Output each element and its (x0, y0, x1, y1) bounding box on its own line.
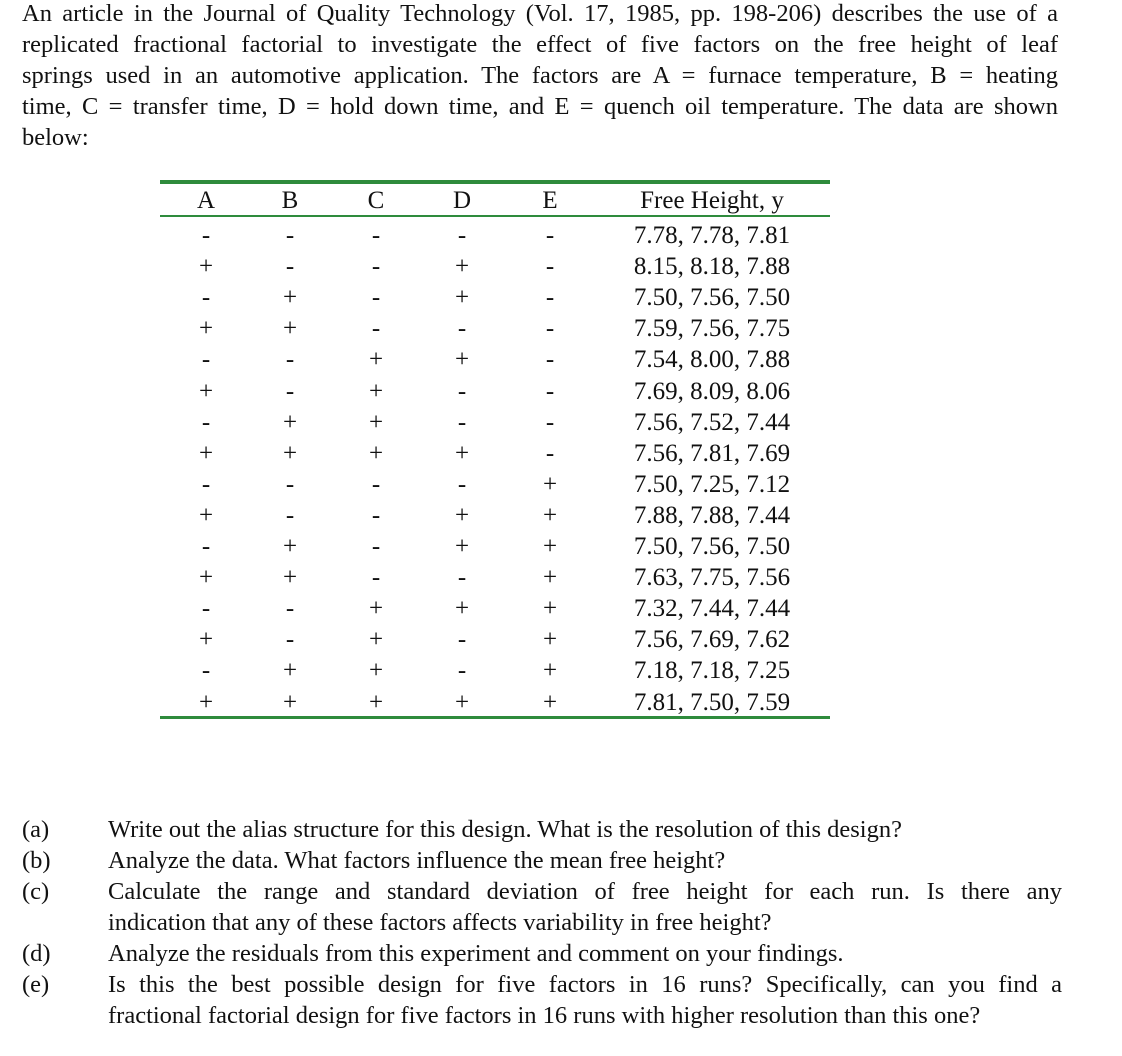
cell-free-height: 7.50, 7.56, 7.50 (633, 284, 791, 311)
cell-e: + (542, 595, 558, 622)
cell-e: + (542, 689, 558, 716)
cell-b: - (285, 471, 295, 498)
cell-a: + (198, 626, 214, 653)
cell-b: - (285, 222, 295, 249)
cell-free-height: 7.59, 7.56, 7.75 (633, 315, 791, 342)
cell-d: + (454, 346, 470, 373)
cell-a: - (201, 284, 211, 311)
cell-c: - (371, 533, 381, 560)
question-e (22, 969, 1062, 1031)
question-label: (b) (22, 847, 51, 874)
cell-c: - (371, 471, 381, 498)
cell-b: + (282, 284, 298, 311)
intro-line: time, C = transfer time, D = hold down time, and E = quench oil temperature. The data are shown (22, 93, 1058, 120)
cell-d: + (454, 440, 470, 467)
cell-c: + (368, 378, 384, 405)
cell-d: + (454, 253, 470, 280)
cell-e: - (545, 315, 555, 342)
question-text: Write out the alias structure for this design. What is the resolution of this design? (108, 816, 902, 843)
cell-c: + (368, 346, 384, 373)
cell-d: + (454, 595, 470, 622)
column-header-e: E (542, 187, 558, 214)
cell-free-height: 7.69, 8.09, 8.06 (633, 378, 791, 405)
cell-c: + (368, 689, 384, 716)
question-label: (d) (22, 940, 51, 967)
cell-a: + (198, 689, 214, 716)
cell-a: - (201, 595, 211, 622)
cell-b: + (282, 533, 298, 560)
cell-a: - (201, 409, 211, 436)
question-text: Analyze the data. What factors influence the mean free height? (108, 847, 726, 874)
cell-e: - (545, 284, 555, 311)
cell-a: + (198, 315, 214, 342)
question-c (22, 876, 1062, 938)
cell-free-height: 7.56, 7.81, 7.69 (633, 440, 791, 467)
cell-a: - (201, 346, 211, 373)
cell-free-height: 7.54, 8.00, 7.88 (633, 346, 791, 373)
cell-e: - (545, 409, 555, 436)
cell-free-height: 7.81, 7.50, 7.59 (633, 689, 791, 716)
cell-b: - (285, 253, 295, 280)
cell-d: - (457, 222, 467, 249)
cell-e: + (542, 471, 558, 498)
cell-d: + (454, 689, 470, 716)
cell-d: - (457, 471, 467, 498)
column-header-c: C (367, 187, 385, 214)
cell-d: - (457, 564, 467, 591)
cell-c: + (368, 657, 384, 684)
cell-e: + (542, 657, 558, 684)
cell-b: - (285, 595, 295, 622)
cell-e: - (545, 222, 555, 249)
cell-b: + (282, 564, 298, 591)
cell-a: - (201, 533, 211, 560)
cell-free-height: 7.88, 7.88, 7.44 (633, 502, 791, 529)
column-header-b: B (281, 187, 299, 214)
cell-b: + (282, 689, 298, 716)
cell-free-height: 7.63, 7.75, 7.56 (633, 564, 791, 591)
cell-d: - (457, 315, 467, 342)
cell-c: - (371, 564, 381, 591)
cell-free-height: 7.56, 7.69, 7.62 (633, 626, 791, 653)
cell-c: - (371, 253, 381, 280)
question-label: (c) (22, 878, 50, 905)
cell-free-height: 7.32, 7.44, 7.44 (633, 595, 791, 622)
cell-d: + (454, 284, 470, 311)
table-top-rule (160, 180, 830, 184)
cell-b: + (282, 657, 298, 684)
cell-a: + (198, 378, 214, 405)
question-text: Calculate the range and standard deviation of free height for each run. Is there any (108, 878, 1062, 905)
intro-line: below: (22, 124, 89, 151)
question-label: (e) (22, 971, 50, 998)
cell-c: - (371, 502, 381, 529)
cell-free-height: 7.78, 7.78, 7.81 (633, 222, 791, 249)
cell-a: - (201, 471, 211, 498)
question-label: (a) (22, 816, 50, 843)
cell-b: + (282, 440, 298, 467)
cell-d: - (457, 657, 467, 684)
cell-c: + (368, 626, 384, 653)
cell-c: + (368, 595, 384, 622)
question-list (22, 814, 1062, 1031)
cell-e: - (545, 378, 555, 405)
cell-a: + (198, 502, 214, 529)
question-text: indication that any of these factors affects variability in free height? (108, 909, 772, 936)
question-d (22, 938, 1062, 969)
cell-d: + (454, 533, 470, 560)
question-text: fractional factorial design for five factors in 16 runs with higher resolution than this one? (108, 1002, 981, 1029)
cell-c: - (371, 222, 381, 249)
cell-c: + (368, 409, 384, 436)
cell-free-height: 7.50, 7.25, 7.12 (633, 471, 791, 498)
cell-e: - (545, 346, 555, 373)
cell-b: - (285, 626, 295, 653)
question-a (22, 814, 1062, 845)
cell-b: - (285, 502, 295, 529)
cell-c: - (371, 284, 381, 311)
cell-e: + (542, 626, 558, 653)
question-b (22, 845, 1062, 876)
cell-e: + (542, 533, 558, 560)
cell-e: + (542, 564, 558, 591)
cell-b: - (285, 346, 295, 373)
cell-b: + (282, 409, 298, 436)
cell-d: - (457, 409, 467, 436)
cell-free-height: 8.15, 8.18, 7.88 (633, 253, 791, 280)
cell-free-height: 7.50, 7.56, 7.50 (633, 533, 791, 560)
cell-a: + (198, 253, 214, 280)
column-header-a: A (196, 187, 216, 214)
cell-e: - (545, 253, 555, 280)
question-text: Analyze the residuals from this experiment and comment on your findings. (108, 940, 844, 967)
cell-a: - (201, 657, 211, 684)
intro-line: An article in the Journal of Quality Technology (Vol. 17, 1985, pp. 198-206) describes the use of a (22, 0, 1058, 27)
question-text: Is this the best possible design for five factors in 16 runs? Specifically, can you find a (108, 971, 1062, 998)
cell-e: + (542, 502, 558, 529)
cell-a: + (198, 440, 214, 467)
cell-c: - (371, 315, 381, 342)
intro-line: replicated fractional factorial to investigate the effect of five factors on the free height of leaf (22, 31, 1058, 58)
intro-line: springs used in an automotive application. The factors are A = furnace temperature, B = heating (22, 62, 1058, 89)
cell-b: + (282, 315, 298, 342)
column-header-free-height: Free Height, y (640, 187, 784, 214)
problem-statement (22, 0, 1058, 153)
cell-free-height: 7.18, 7.18, 7.25 (633, 657, 791, 684)
cell-b: - (285, 378, 295, 405)
cell-a: - (201, 222, 211, 249)
cell-c: + (368, 440, 384, 467)
cell-e: - (545, 440, 555, 467)
column-header-d: D (452, 187, 472, 214)
cell-d: - (457, 626, 467, 653)
cell-d: + (454, 502, 470, 529)
cell-a: + (198, 564, 214, 591)
cell-d: - (457, 378, 467, 405)
cell-free-height: 7.56, 7.52, 7.44 (633, 409, 791, 436)
